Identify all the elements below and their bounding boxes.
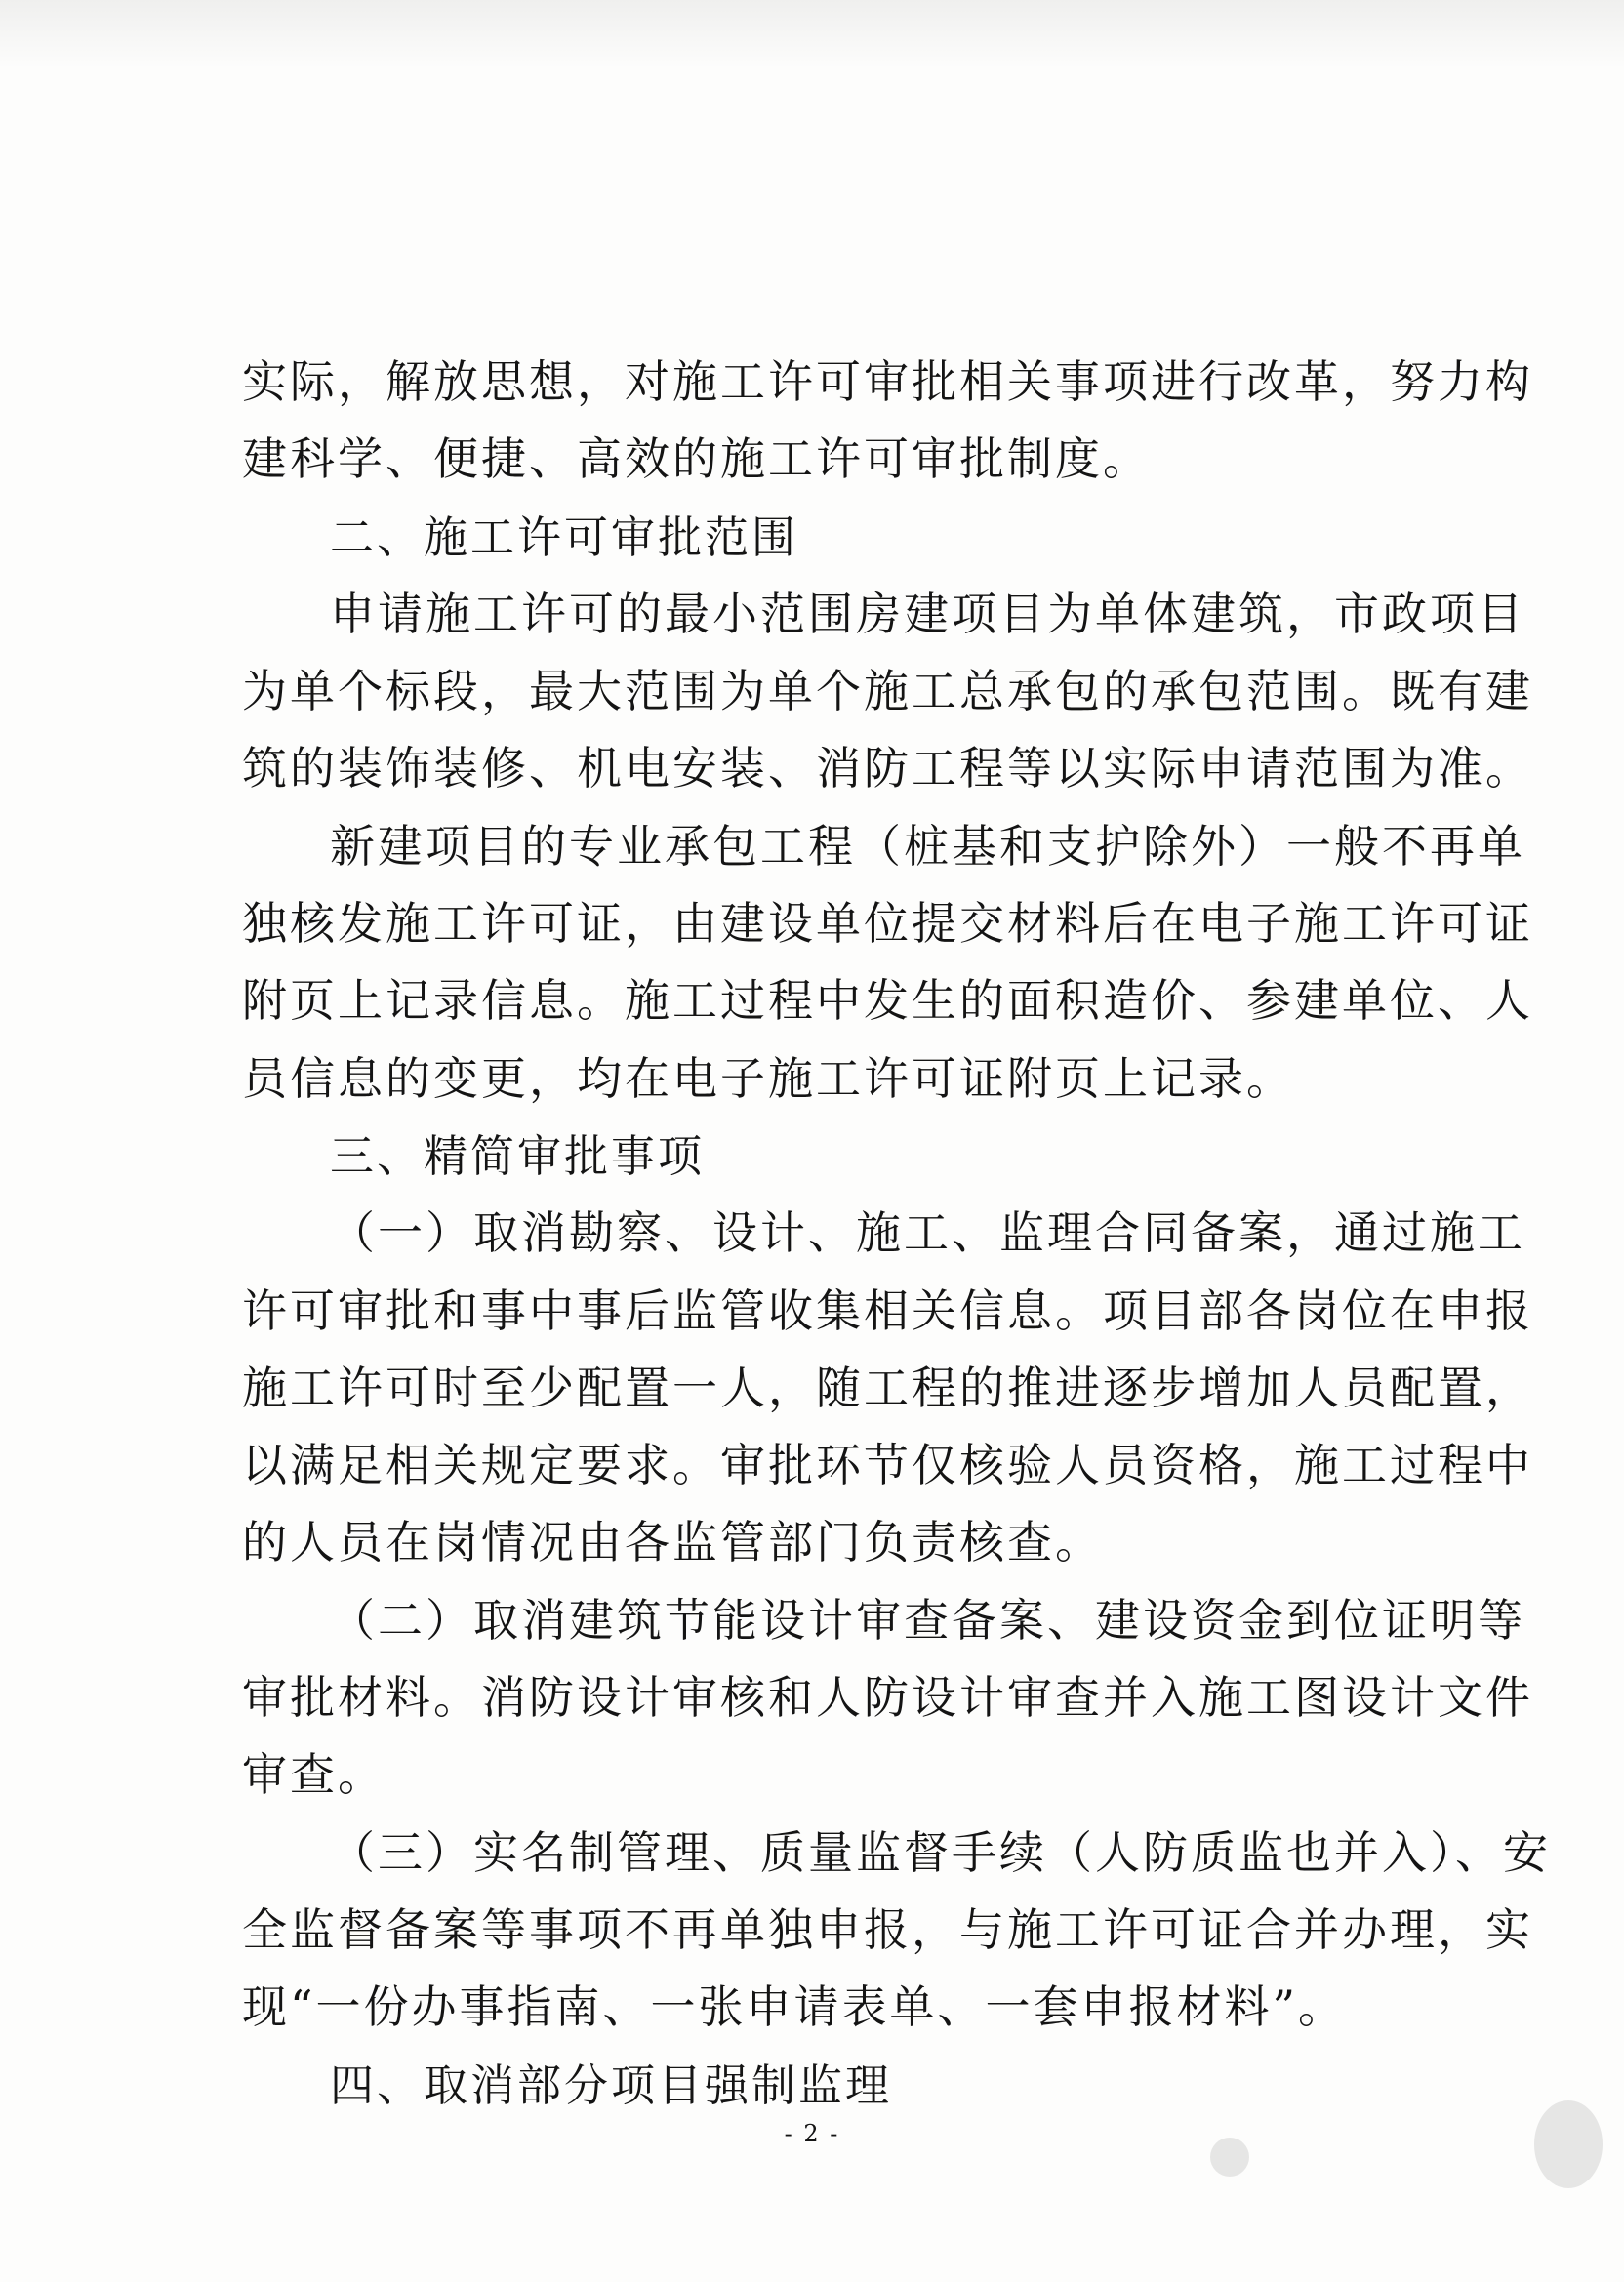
section-heading: 四、取消部分项目强制监理	[330, 2058, 893, 2111]
text-line: 建科学、便捷、高效的施工许可审批制度。	[242, 432, 1151, 486]
text-line: （三）实名制管理、质量监督手续（人防质监也并入）、安	[330, 1825, 1551, 1879]
document-body	[242, 344, 1551, 2124]
text-line: 以满足相关规定要求。审批环节仅核验人员资格，施工过程中	[242, 1439, 1533, 1492]
text-line: 申请施工许可的最小范围房建项目为单体建筑，市政项目	[330, 587, 1525, 640]
scan-top-edge	[0, 0, 1624, 68]
text-line: 全监督备案等事项不再单独申报，与施工许可证合并办理，实	[242, 1902, 1533, 1956]
text-line: 筑的装饰装修、机电安装、消防工程等以实际申请范围为准。	[242, 742, 1533, 795]
text-line: 施工许可时至少配置一人，随工程的推进逐步增加人员配置，	[242, 1361, 1533, 1414]
text-line: 为单个标段，最大范围为单个施工总承包的承包范围。既有建	[242, 665, 1533, 718]
text-line: 的人员在岗情况由各监管部门负责核查。	[242, 1516, 1103, 1569]
text-line: 审查。	[242, 1748, 386, 1802]
text-line: （二）取消建筑节能设计审查备案、建设资金到位证明等	[330, 1593, 1525, 1647]
page-number: - 2 -	[784, 2120, 840, 2147]
text-line: （一）取消勘察、设计、施工、监理合同备案，通过施工	[330, 1206, 1525, 1260]
text-line: 独核发施工许可证，由建设单位提交材料后在电子施工许可证	[242, 897, 1533, 951]
section-heading: 二、施工许可审批范围	[330, 510, 799, 563]
text-line: 审批材料。消防设计审核和人防设计审查并入施工图设计文件	[242, 1671, 1533, 1725]
text-line: 实际，解放思想，对施工许可审批相关事项进行改革，努力构	[242, 355, 1533, 408]
text-line: 新建项目的专业承包工程（桩基和支护除外）一般不再单	[330, 819, 1525, 873]
text-line: 员信息的变更，均在电子施工许可证附页上记录。	[242, 1051, 1294, 1105]
text-line: 许可审批和事中事后监管收集相关信息。项目部各岗位在申报	[242, 1284, 1533, 1337]
section-heading: 三、精简审批事项	[330, 1129, 706, 1182]
scan-speck	[1210, 2138, 1249, 2177]
text-line: 附页上记录信息。施工过程中发生的面积造价、参建单位、人	[242, 974, 1533, 1028]
scan-speck	[1534, 2100, 1603, 2188]
text-line: 现“一份办事指南、一张申请表单、一套申报材料”。	[242, 1980, 1347, 2034]
